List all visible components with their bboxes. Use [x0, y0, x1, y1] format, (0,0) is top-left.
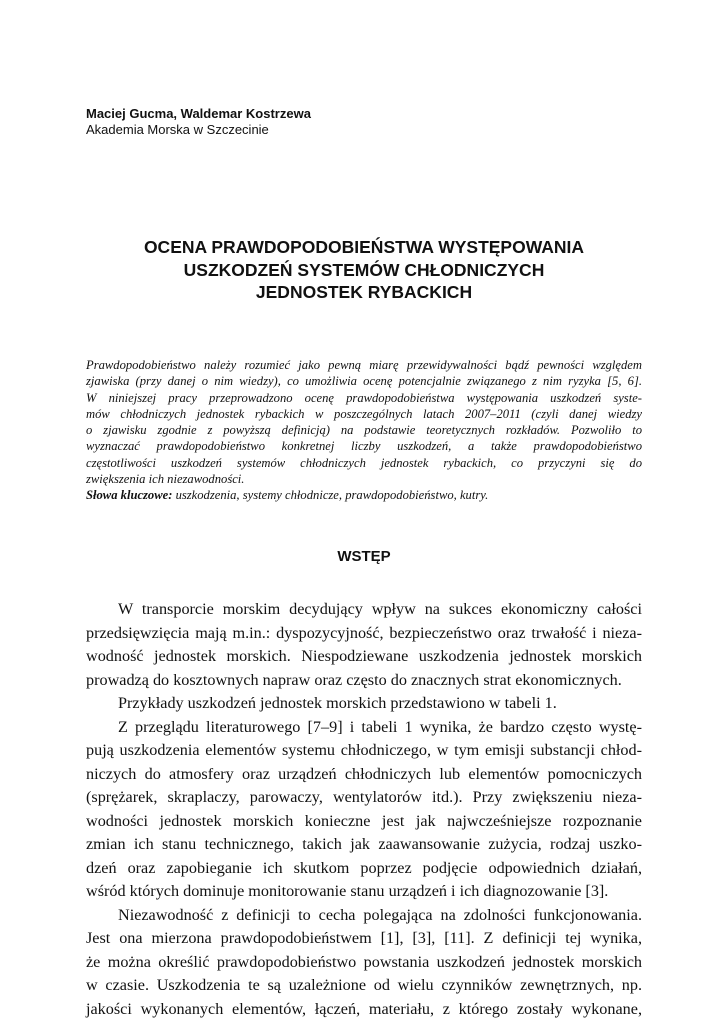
- body-line: przedsięwzięcia mają m.in.: dyspozycyjność, bezpieczeństwo oraz trwałość i nieza-: [86, 623, 642, 642]
- body-line: pują uszkodzenia elementów systemu chłodniczego, w tym emisji substancji chłod-: [86, 741, 642, 759]
- body-line: w czasie. Uszkodzenia te są uzależnione od wielu czynników zewnętrznych, np.: [86, 976, 642, 994]
- author-block: [86, 106, 646, 138]
- abstract-line: zwiększenia ich niezawodności.: [86, 472, 245, 487]
- body-line: Z przeglądu literaturowego [7–9] i tabeli 1 wynika, że bardzo często wystę-: [118, 717, 642, 736]
- abstract-line: częstotliwości uszkodzeń systemów chłodniczych jednostek rybackich, co przyczyni się do: [86, 455, 642, 470]
- body-line: prowadzą do kosztownych napraw oraz często do znacznych strat ekonomicznych.: [86, 670, 622, 689]
- author-names: Maciej Gucma, Waldemar Kostrzewa: [86, 106, 311, 121]
- body-line: W transporcie morskim decydujący wpływ na sukces ekonomiczny całości: [118, 600, 642, 618]
- body-line: dzeń oraz zapobieganie ich skutkom poprzez podjęcie odpowiednich działań,: [86, 858, 642, 877]
- abstract-line: wyznaczać prawdopodobieństwo konkretnej liczby uszkodzeń, a także prawdopodobieństwo: [86, 439, 642, 454]
- title-line: OCENA PRAWDOPODOBIEŃSTWA WYSTĘPOWANIA: [143, 237, 585, 257]
- author-affiliation: Akademia Morska w Szczecinie: [86, 122, 269, 137]
- body-line: Niezawodność z definicji to cecha polegająca na zdolności funkcjonowania.: [118, 905, 642, 924]
- body-line: że można określić prawdopodobieństwo powstania uszkodzeń jednostek morskich: [86, 952, 642, 971]
- body-text: [86, 598, 642, 1021]
- abstract: [86, 357, 642, 487]
- body-line: wodności jednostek morskich konieczne jest jak najwcześniejsze rozpoznanie: [86, 811, 642, 830]
- abstract-line: zjawiska (przy danej o nim wiedzy), co umożliwia ocenę potencjalnie związanego z nim ryzyka [5, 6].: [86, 374, 642, 389]
- abstract-line: mów chłodniczych jednostek rybackich w poszczególnych latach 2007–2011 (czyli danej wiedzy: [86, 406, 642, 421]
- body-line: niczych do atmosfery oraz urządzeń chłodniczych lub elementów pomocniczych: [86, 764, 642, 783]
- title-line: JEDNOSTEK RYBACKICH: [255, 282, 473, 302]
- title-line: USZKODZEŃ SYSTEMÓW CHŁODNICZYCH: [183, 259, 545, 280]
- keywords: [86, 487, 642, 503]
- body-line: Jest ona mierzona prawdopodobieństwem [1], [3], [11]. Z definicji tej wynika,: [86, 929, 642, 947]
- body-line: wodność jednostek morskich. Niespodziewane uszkodzenia jednostek morskich: [86, 647, 642, 665]
- body-line: Przykłady uszkodzeń jednostek morskich przedstawiono w tabeli 1.: [118, 694, 557, 712]
- abstract-line: Prawdopodobieństwo należy rozumieć jako pewną miarę przewidywalności bądź pewności względem: [86, 358, 642, 372]
- abstract-line: W niniejszej pracy przeprowadzono ocenę prawdopodobieństwa występowania uszkodzeń syste-: [86, 390, 642, 405]
- keywords-text: uszkodzenia, systemy chłodnicze, prawdopodobieństwo, kutry.: [172, 488, 489, 502]
- section-heading: WSTĘP: [337, 548, 391, 565]
- keywords-label: Słowa kluczowe:: [86, 488, 173, 502]
- body-line: wśród których dominuje monitorowanie stanu urządzeń i ich diagnozowanie [3].: [86, 882, 609, 900]
- paper-title: [86, 236, 642, 304]
- abstract-line: o zjawisku zgodnie z powyższą definicją) na podstawie teoretycznych rozkładów. Pozwoliło to: [86, 423, 642, 438]
- body-line: (sprężarek, skraplaczy, parowaczy, wentylatorów itd.). Przy zwiększeniu nieza-: [86, 788, 642, 806]
- body-line: zmian ich stanu technicznego, takich jak zaawansowanie zużycia, rodzaj uszko-: [86, 835, 642, 853]
- body-line: jakości wykonanych elementów, łączeń, materiału, z którego zostały wykonane,: [86, 999, 642, 1018]
